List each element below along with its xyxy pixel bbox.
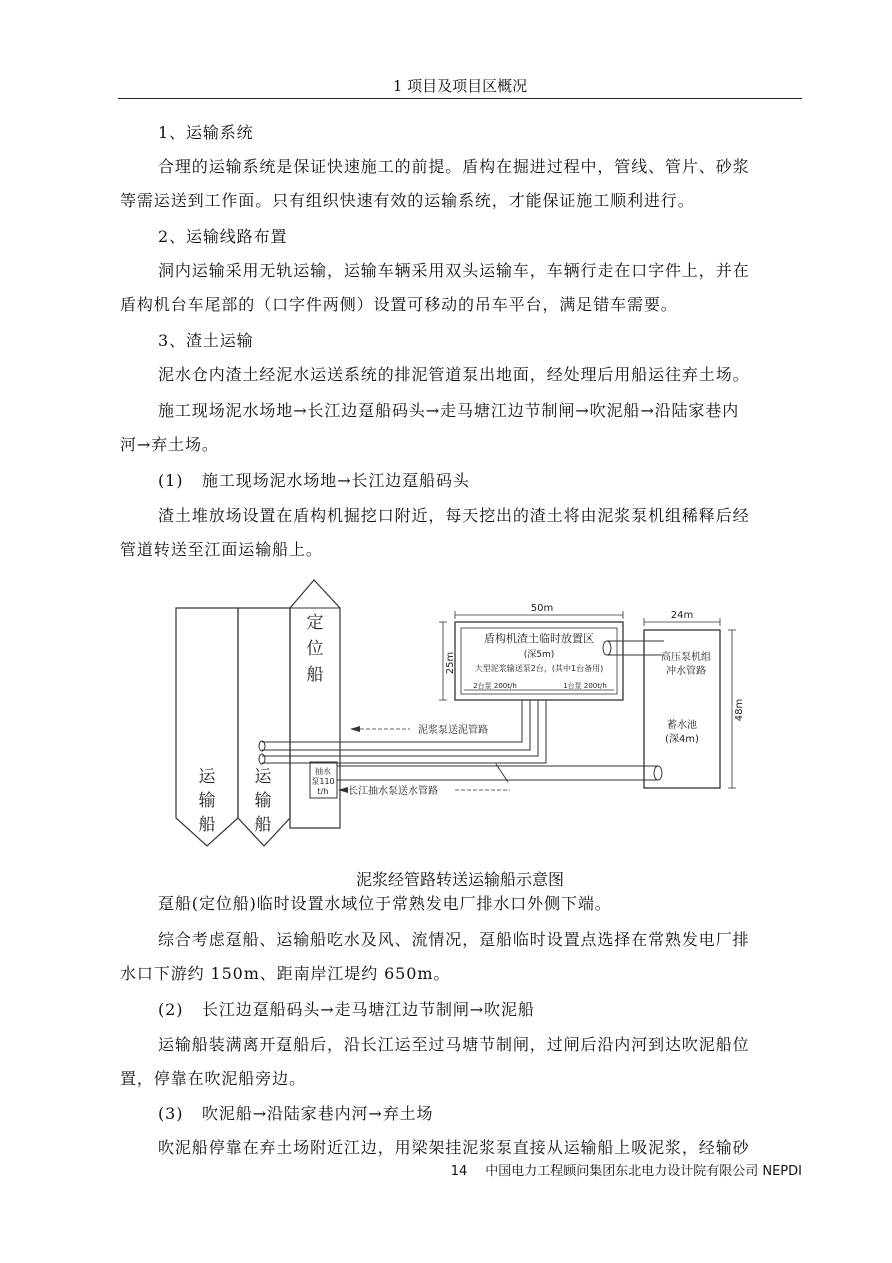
- diagram-caption: 泥浆经管路转送运输船示意图: [355, 870, 564, 889]
- list-item-1: [158, 464, 838, 498]
- mud-pipes: [259, 700, 546, 764]
- heading-route-layout: 2、运输线路布置: [158, 227, 288, 246]
- positioning-ship-char: 船: [306, 665, 324, 685]
- paragraph-line: 泥水仓内渣土经泥水运送系统的排泥管道泵出地面，经处理后用船运往弃土场。: [158, 365, 750, 384]
- transport-ship-b-char: 运: [254, 767, 272, 787]
- positioning-ship-char: 位: [306, 639, 324, 659]
- reservoir-depth: (深4m): [665, 734, 699, 745]
- list-number: (1): [158, 471, 184, 490]
- list-text: 施工现场泥水场地→长江边趸船码头: [202, 471, 470, 490]
- paragraph-line: 渣土堆放场设置在盾构机掘挖口附近，每天挖出的渣土将由泥浆泵机组稀释后经: [158, 506, 750, 525]
- water-pipe: [337, 764, 662, 782]
- intake-pump-label: 泵110: [311, 777, 335, 786]
- page-number: 14: [450, 1164, 468, 1179]
- list-item-3: [158, 1097, 838, 1131]
- list-number: (2): [158, 1000, 184, 1019]
- heading-muck-transport: 3、渣土运输: [158, 331, 254, 350]
- list-text: 吹泥船→沿陆家巷内河→弃土场: [202, 1104, 434, 1123]
- paragraph-line: 置，停靠在吹泥船旁边。: [120, 1069, 306, 1088]
- paragraph-line: 河→弃土场。: [120, 435, 219, 454]
- pump-label-right: 1台泵 200t/h: [563, 682, 607, 690]
- transport-ship-a-char: 船: [198, 815, 216, 835]
- pump-label-left: 2台泵 200t/h: [473, 682, 517, 690]
- dim-50m: 50m: [530, 603, 554, 614]
- water-pipe-label: 长江抽水泵送水管路: [348, 786, 438, 797]
- positioning-ship-char: 定: [306, 613, 324, 633]
- yard-pumps: 大型泥浆输送泵2台，(其中1台备用): [474, 664, 604, 673]
- yard-title: 盾构机渣土临时放置区: [484, 632, 594, 645]
- page-header: 1 项目及项目区概况: [392, 77, 528, 95]
- list-number: (3): [158, 1104, 184, 1123]
- hp-pump-pipe: [603, 641, 664, 655]
- heading-transport-system: 1、运输系统: [158, 123, 254, 142]
- reservoir-label: 蓄水池: [667, 720, 697, 731]
- yard-depth: (深5m): [523, 650, 555, 660]
- paragraph-line: 综合考虑趸船、运输船吃水及风、流情况，趸船临时设置点选择在常熟发电厂排: [158, 930, 750, 949]
- transport-ship-b-char: 船: [254, 815, 272, 835]
- dim-48m: 48m: [734, 698, 745, 722]
- paragraph-line: 水口下游约 150m、距南岸江堤约 650m。: [120, 964, 451, 983]
- hp-pump-label: 冲水管路: [666, 666, 706, 677]
- mud-pipe-arrow-icon: [350, 726, 360, 732]
- paragraph-line: 施工现场泥水场地→长江边趸船码头→走马塘江边节制闸→吹泥船→沿陆家巷内: [158, 401, 740, 420]
- paragraph-line: 趸船(定位船)临时设置水域位于常熟发电厂排水口外侧下端。: [158, 894, 612, 913]
- hp-pump-label: 高压泵机组: [661, 652, 711, 663]
- mud-pipeline-diagram: [170, 578, 750, 858]
- paragraph-line: 洞内运输采用无轨运输，运输车辆采用双头运输车，车辆行走在口字件上，并在: [158, 261, 750, 280]
- transport-ship-b-char: 输: [254, 791, 272, 811]
- paragraph-line: 运输船装满离开趸船后，沿长江运至过马塘节制闸，过闸后沿内河到达吹泥船位: [158, 1035, 750, 1054]
- intake-pump-label: t/h: [317, 787, 329, 796]
- page-footer: [420, 1162, 802, 1182]
- paragraph-line: 管道转送至江面运输船上。: [120, 540, 323, 559]
- paragraph-line: 盾构机台车尾部的（口字件两侧）设置可移动的吊车平台，满足错车需要。: [120, 295, 678, 314]
- paragraph-line: 合理的运输系统是保证快速施工的前提。盾构在掘进过程中，管线、管片、砂浆: [158, 157, 750, 176]
- transport-ship-a-char: 运: [198, 767, 216, 787]
- paragraph-line: 吹泥船停靠在弃土场附近江边，用梁架挂泥浆泵直接从运输船上吸泥浆，经输砂: [158, 1138, 750, 1157]
- intake-pump-label: 抽水: [315, 767, 331, 776]
- transport-ship-a-char: 输: [198, 791, 216, 811]
- header-rule: [118, 98, 802, 99]
- list-text: 长江边趸船码头→走马塘江边节制闸→吹泥船: [202, 1000, 535, 1019]
- mud-pipe-label: 泥浆泵送泥管路: [418, 725, 488, 736]
- dim-24m: 24m: [670, 610, 694, 621]
- footer-org: 中国电力工程顾问集团东北电力设计院有限公司 NEPDI: [485, 1164, 802, 1179]
- list-item-2: [158, 993, 838, 1027]
- dim-25m: 25m: [445, 651, 456, 675]
- paragraph-line: 等需运送到工作面。只有组织快速有效的运输系统，才能保证施工顺利进行。: [120, 191, 695, 210]
